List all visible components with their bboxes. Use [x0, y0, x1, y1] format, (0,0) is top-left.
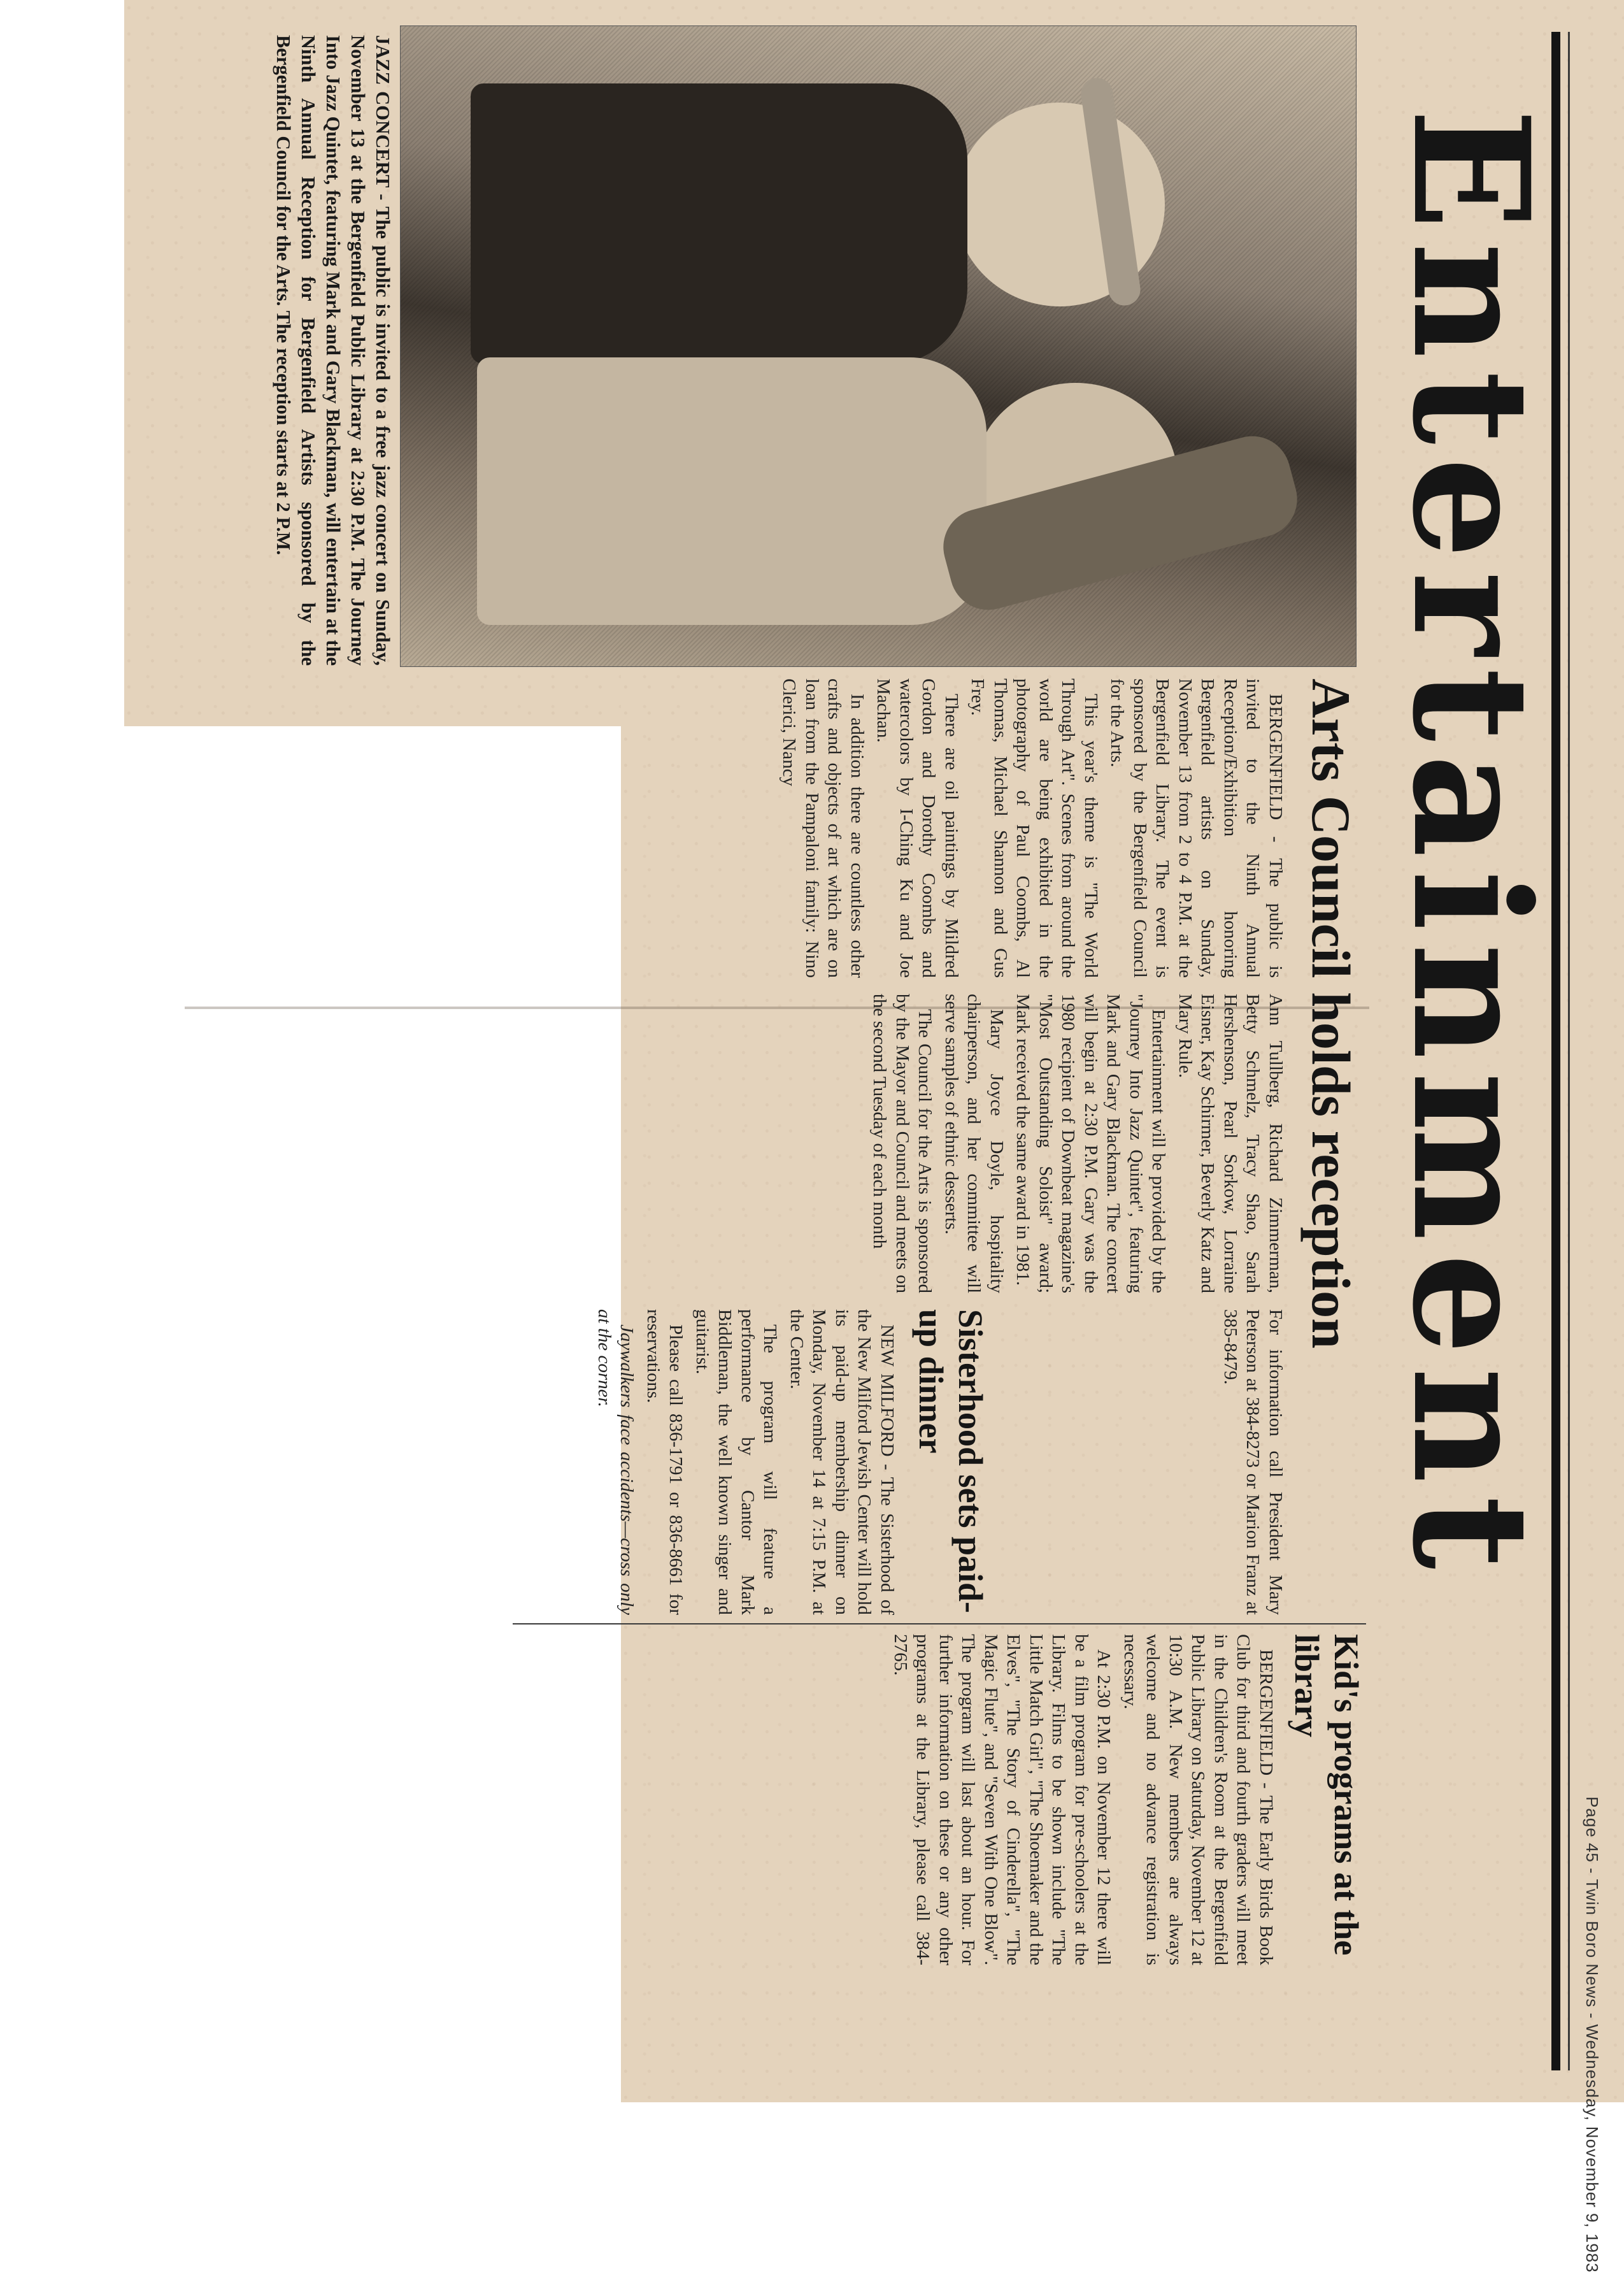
jazz-quintet-photo [400, 25, 1357, 667]
arts-paragraph: Ann Tullberg, Richard Zimmerman, Betty Schmelz, Tracy Shao, Sarah Hershenson, Pearl Sorkow, Lorraine Eisner, Kay Schirmer, Beverly Katz and Mary Rule. [1175, 994, 1286, 1293]
kids-article-body [513, 1634, 1277, 1965]
sisterhood-headline: Sisterhood sets paid-up dinner [912, 1309, 990, 1614]
arts-paragraph: For information call President Mary Peterson at 384-8273 or Marion Franz at 385-8479. [1220, 1309, 1286, 1615]
kids-paragraph: BERGENFIELD - The Early Birds Book Club for third and fourth graders will meet in the Children's Room at the Bergenfield Public Library on Saturday, November 12 at 10:30 A.M. New members are always welcome and no advance registration is necessary. [1120, 1634, 1276, 1965]
sisterhood-article-body [325, 1309, 898, 1615]
arts-paragraph: Entertainment will be provided by the "Journey Into Jazz Quintet", featuring Mark and Gary Blackman. The concert will begin at 2:30 P.M. Gary was the 1980 recipient of Downbeat magazine's "Most Outstanding Soloist" award; Mark received the same award in 1981. [1013, 994, 1169, 1293]
rotated-newspaper-page [124, 13, 1624, 2273]
section-title: Entertainment [1378, 108, 1565, 1582]
musician-body-left [471, 83, 967, 364]
arts-paragraph: The Council for the Arts is sponsored by the Mayor and Council and meets on the second Tuesday of each month [869, 994, 936, 1293]
sisterhood-paragraph: NEW MILFORD - The Sisterhood of the New Milford Jewish Center will hold its paid-up membership dinner on Monday, November 14 at 7:15 P.M. at the Center. [787, 1309, 897, 1615]
caption-text: - The public is invited to a free jazz concert on Sunday, November 13 at the Bergenfield Public Library at 2:30 P.M. The Journey Into Jazz Quintet, featuring Mark and Gary Blackman, will entertain at the Ninth Annual Reception for Bergenfield Artists sponsored by the Bergenfield Council for the Arts. The reception starts at 2 P.M. [273, 35, 394, 666]
arts-paragraph: Mary Joyce Doyle, hospitality chairperson, and her committee will serve samples of ethnic desserts. [941, 994, 1007, 1293]
page-header: Page 45 - Twin Boro News - Wednesday, November 9, 1983 [1583, 1796, 1602, 2273]
kids-paragraph: At 2:30 P.M. on November 12 there will be a film program for pre-schoolers at the Library. Films to be shown include "The Little Match Girl", "The Shoemaker and the Elves", "The Story of Cinderella", "The Magic Flute", and "Seven With One Blow". The program will last about an hour. For further information on these or any other programs at the Library, please call 384-2765. [890, 1634, 1115, 1965]
filler-note: Jaywalkers face accidents—cross only at the corner. [594, 1309, 637, 1615]
header-rule [1568, 32, 1570, 2070]
sisterhood-paragraph: Please call 836-1791 or 836-8661 for reservations. [643, 1309, 687, 1615]
arts-article-column-3 [1006, 1309, 1286, 1615]
caption-kicker: JAZZ CONCERT [372, 35, 394, 188]
photo-caption [204, 35, 395, 666]
kids-programs-headline: Kid's programs at the library [1288, 1634, 1365, 1956]
sisterhood-paragraph: The program will feature a performance by Cantor Mark Biddleman, the well known singer and guitarist. [692, 1309, 781, 1615]
arts-article-column-1 [643, 678, 1286, 978]
arts-paragraph: This year's theme is "The World Through Art". Scenes from around the world are being exhibited in the photography of Paul Coombs, Al Thomas, Michael Shannon and Gus Frey. [967, 678, 1101, 978]
arts-paragraph: BERGENFIELD - The public is invited to the Ninth Annual Reception/Exhibition honoring Bergenfield artists on Sunday, November 13 from 2 to 4 P.M. at the Bergenfield Library. The event is sponsored by the Bergenfield Council for the Arts. [1107, 678, 1286, 978]
arts-paragraph: There are oil paintings by Mildred Gordon and Dorothy Coombs and watercolors by I-Ching Ku and Joe Machan. [873, 678, 962, 978]
musician-body-right [477, 357, 987, 625]
column-rule [513, 1623, 1366, 1624]
arts-article-column-2 [637, 994, 1286, 1293]
arts-council-headline: Arts Council holds reception [1300, 678, 1362, 1349]
arts-paragraph: In addition there are countless other crafts and objects of art which are on loan from the Pampaloni family: Nino Clerici, Nancy [779, 678, 867, 978]
